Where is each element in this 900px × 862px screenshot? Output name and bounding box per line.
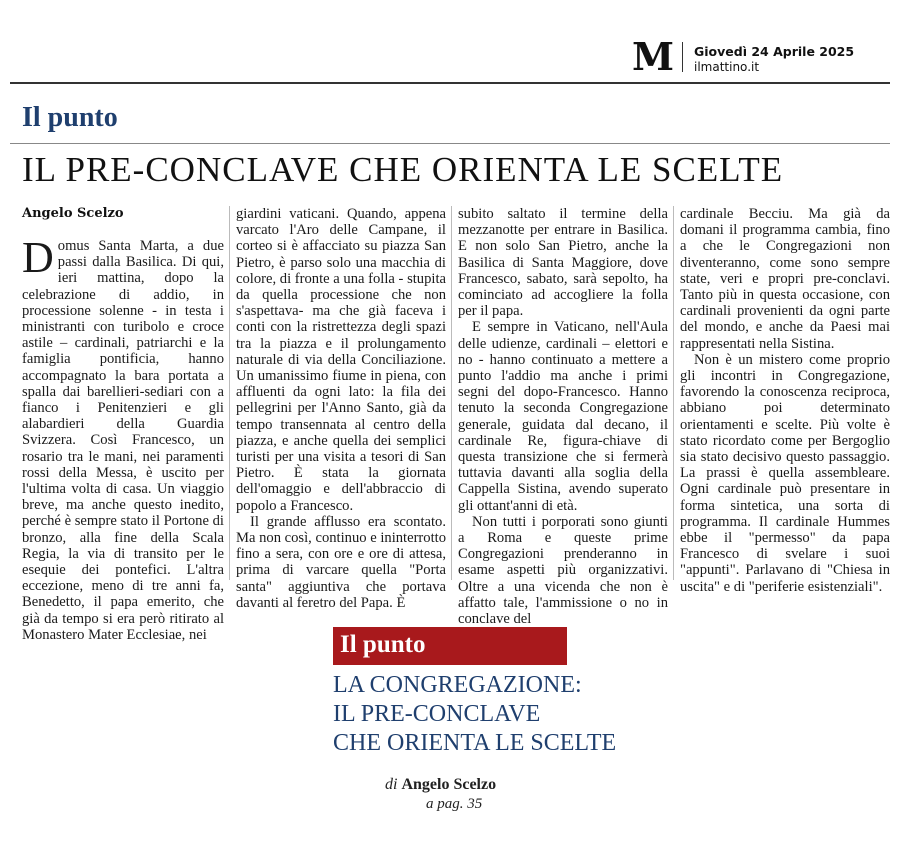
section-title: Il punto [22, 102, 118, 133]
drop-cap: D [22, 233, 54, 282]
teaser-headline-line: LA CONGREGAZIONE: [333, 672, 582, 698]
article-paragraph: cardinale Becciu. Ma già da domani il programma cambia, fino a che le Congregazioni non diventeranno, come sono sempre state, veri e propri pre-conclavi. Tanto più in questa occasione, con cardinali provenienti da ogni parte del mondo, e anche da Paesi mai rappresentati nella Sistina. [680, 206, 890, 352]
article-paragraph: Domus Santa Marta, a due passi dalla Basilica. Di qui, ieri mattina, dopo la celebrazione di addio, in processione solenne - in testa i ministranti con turibolo e croce astile – cardinali, patriarchi e la famiglia pontificia, hanno accompagnato la bara portata a spalla dai barellieri-sediari con a fianco i Penitenzieri e gli alabardieri della Guardia Svizzera. Così Francesco, un rosario tra le mani, nei paramenti rossi della Messa, è uscito per l'ultima volta di casa. Un viaggio breve, ma anche questo inedito, perché è sempre stato il Portone di bronzo, alla fine della Scala Regia, la via di transito per le esequie dei pontefici. L'altra eccezione, meno di tre anni fa, Benedetto, il papa emerito, che già da tempo si era però ritirato al Monastero Mater Ecclesiae, nei [22, 233, 224, 643]
article-column-4 [680, 206, 890, 595]
masthead-divider [682, 42, 683, 72]
article-byline: Angelo Scelzo [22, 206, 124, 221]
teaser-byline [385, 776, 496, 794]
article-column-1 [22, 233, 224, 643]
newspaper-logo: M [632, 34, 674, 79]
column-rule [229, 206, 230, 580]
page-reference[interactable]: a pag. 35 [426, 796, 483, 812]
column-rule [673, 206, 674, 580]
article-paragraph: giardini vaticani. Quando, appena varcato l'Aro delle Campane, il corteo si è affacciato su piazza San Pietro, è parso solo una macchia di colore, di fronte a una folla - stupita da quella processione che non s'aspettava- ma che già faceva i conti con la ristrettezza degli spazi tra la piazza e il prolungamento naturale di via della Conciliazione. Un umanissimo fiume in piena, con affluenti da ogni lato: la fila dei pellegrini per l'Anno Santo, già da tempo transennata al centro della piazza, e anche quella dei semplici turisti per una visita a tesori di San Pietro. È stata la giornata dell'omaggio e dell'abbraccio di popolo a Francesco. [236, 206, 446, 514]
teaser-author: Angelo Scelzo [401, 776, 497, 793]
issue-date: Giovedì 24 Aprile 2025 [694, 44, 855, 59]
teaser-headline-line: IL PRE-CONCLAVE [333, 701, 541, 727]
teaser-headline[interactable] [333, 671, 616, 758]
article-paragraph: Non tutti i porporati sono giunti a Roma e queste prime Congregazioni prenderanno in esame aspetti più organizzativi. Oltre a una vicenda che non è affatto tale, l'ammissione o no in conclave del [458, 513, 668, 628]
article-headline: IL PRE-CONCLAVE CHE ORIENTA LE SCELTE [22, 150, 784, 189]
teaser-di: di [385, 776, 398, 793]
column-rule [451, 206, 452, 580]
article-paragraph: Il grande afflusso era scontato. Ma non così, continuo e ininterrotto fino a sera, con ore e ore di attesa, prima di varcare quella "Porta santa" aggiuntiva che portava davanti al feretro del Papa. È [236, 513, 446, 611]
article-paragraph: Non è un mistero come proprio gli incontri in Congregazione, favorendo la conoscenza reciproca, abbiano poi determinato orientamenti e scelte. Più volte è stato ricordato come per Bergoglio sia stato decisivo questo passaggio. La prassi è quella assembleare. Ogni cardinale può presentare in forma sintetica, una sorta di programma. Il cardinale Hummes ebbe il "permesso" da papa Francesco di svelare i suoi "appunti". Parlavano di "Chiesa in uscita" e di "periferie esistenziali". [680, 351, 890, 595]
article-column-2 [236, 206, 446, 611]
site-url: ilmattino.it [694, 60, 760, 74]
teaser-section-label: Il punto [340, 631, 426, 658]
masthead-rule [10, 82, 890, 84]
article-paragraph: subito saltato il termine della mezzanotte per entrare in Basilica. E non solo San Pietro, anche la Basilica di Santa Maggiore, dove Francesco, sabato, sarà sepolto, ha cominciato ad accogliere la folla per il papa. [458, 206, 668, 320]
teaser-headline-line: CHE ORIENTA LE SCELTE [333, 730, 617, 756]
section-rule [10, 143, 890, 144]
article-column-3 [458, 206, 668, 627]
article-paragraph: E sempre in Vaticano, nell'Aula delle udienze, cardinali – elettori e no - hanno continuato a mettere a punto l'addio ma anche i primi segni del dopo-Francesco. Hanno tenuto la seconda Congregazione generale, guidata dal decano, il cardinale Re, figura-chiave di questa transizione che si fermerà tuttavia davanti alla soglia della Cappella Sistina, avendo superato gli ottant'anni di età. [458, 319, 668, 514]
